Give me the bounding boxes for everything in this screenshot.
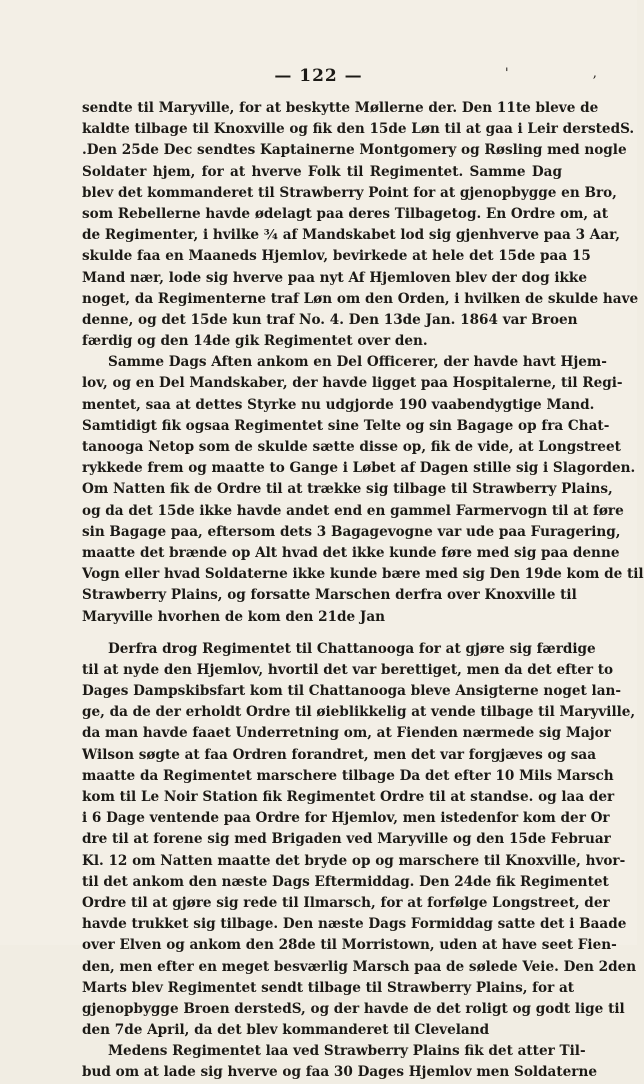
text-line: skulde faa en Maaneds Hjemlov, bevirkede at hele det 15de paa 15 (82, 248, 591, 265)
text-line: mentet, saa at dettes Styrke nu udgjorde 190 vaabendygtige Mand. (82, 396, 595, 413)
text-line: lov, og en Del Mandskaber, der havde ligget paa Hospitalerne, til Regi- (82, 375, 623, 392)
page-number: — 122 — (274, 66, 363, 86)
text-line: Samme Dags Aften ankom en Del Officerer, der havde havt Hjem- (108, 354, 607, 371)
text-line: Vogn eller hvad Soldaterne ikke kunde bære med sig Den 19de kom de til (82, 566, 644, 583)
body-text (82, 98, 644, 1084)
text-line: gjenopbygge Broen derstedS, og der havde de det roligt og godt lige til (82, 1000, 625, 1017)
text-line: Strawberry Plains, og forsatte Marschen derfra over Knoxville til (82, 587, 577, 604)
text-line: ge, da de der erholdt Ordre til øieblikkelig at vende tilbage til Maryville, (82, 704, 636, 721)
text-line: den, men efter en meget besværlig Marsch paa de sølede Veie. Den 2den (82, 958, 637, 975)
text-line: den 7de April, da det blev kommanderet til Cleveland (82, 1022, 490, 1039)
paragraph-4 (82, 1041, 597, 1083)
text-line: Derfra drog Regimentet til Chattanooga for at gjøre sig færdige (108, 640, 596, 657)
text-line: da man havde faaet Underretning om, at Fienden nærmede sig Major (82, 725, 611, 742)
text-line: denne, og det 15de kun traf No. 4. Den 13de Jan. 1864 var Broen (82, 311, 578, 328)
text-line: sendte til Maryville, for at beskytte Møllerne der. Den 11te bleve de (82, 100, 599, 116)
text-line: noget, da Regimenterne traf Løn om den Orden, i hvilken de skulde have (82, 290, 639, 307)
text-line: Wilson søgte at faa Ordren forandret, men det var forgjæves og saa (82, 746, 597, 763)
text-line: Ordre til at gjøre sig rede til Ilmarsch, for at forfølge Longstreet, der (82, 894, 610, 911)
text-line: kaldte tilbage til Knoxville og fik den 15de Løn til at gaa i Leir derstedS. (82, 121, 635, 138)
paragraph-gap (82, 628, 562, 639)
text-line: rykkede frem og maatte to Gange i Løbet af Dagen stille sig i Slagorden. (82, 460, 636, 477)
text-line: blev det kommanderet til Strawberry Point for at gjenopbygge en Bro, (82, 184, 617, 201)
text-line: Marts blev Regimentet sendt tilbage til Strawberry Plains, for at (82, 979, 575, 996)
page-stray-marks: ' , (505, 66, 637, 81)
text-line: Medens Regimentet laa ved Strawberry Plains fik det atter Til- (108, 1043, 586, 1060)
text-line: Mand nær, lode sig hverve paa nyt Af Hjemloven blev der dog ikke (82, 269, 587, 286)
text-line: og da det 15de ikke havde andet end en gammel Farmervogn til at føre (82, 502, 624, 519)
text-line: Kl. 12 om Natten maatte det bryde op og marschere til Knoxville, hvor- (82, 852, 626, 869)
text-line: til det ankom den næste Dags Eftermiddag. Den 24de fik Regimentet (82, 873, 609, 890)
text-line: Soldater hjem, for at hverve Folk til Regimentet. Samme Dag (82, 163, 562, 180)
text-line: færdig og den 14de gik Regimentet over den. (82, 333, 428, 350)
text-line: sin Bagage paa, eftersom dets 3 Bagagevogne var ude paa Furagering, (82, 523, 621, 540)
text-line: til at nyde den Hjemlov, hvortil det var berettiget, men da det efter to (82, 661, 614, 678)
text-line: tanooga Netop som de skulde sætte disse op, fik de vide, at Longstreet (82, 439, 621, 455)
text-line: kom til Le Noir Station fik Regimentet Ordre til at standse. og laa der (82, 789, 615, 805)
text-line: Dages Dampskibsfart kom til Chattanooga bleve Ansigterne noget lan- (82, 683, 622, 700)
text-line: .Den 25de Dec sendtes Kaptainerne Montgomery og Røsling med nogle (82, 142, 627, 159)
text-line: maatte det brænde op Alt hvad det ikke kunde føre med sig paa denne (82, 544, 620, 561)
text-line: Om Natten fik de Ordre til at trække sig tilbage til Strawberry Plains, (82, 481, 613, 498)
paragraph-2 (82, 352, 644, 627)
paragraph-1 (82, 98, 639, 352)
text-line: maatte da Regimentet marschere tilbage Da det efter 10 Mils Marsch (82, 767, 614, 784)
text-line: Samtidigt fik ogsaa Regimentet sine Telte og sin Bagage op fra Chat- (82, 417, 610, 434)
text-line: dre til at forene sig med Brigaden ved Maryville og den 15de Februar (82, 831, 611, 848)
text-line: bud om at lade sig hverve og faa 30 Dages Hjemlov men Soldaterne (82, 1064, 597, 1081)
text-line: Maryville hvorhen de kom den 21de Jan (82, 608, 386, 625)
text-line: de Regimenter, i hvilke ¾ af Mandskabet lod sig gjenhverve paa 3 Aar, (82, 227, 621, 244)
text-line: over Elven og ankom den 28de til Morristown, uden at have seet Fien- (82, 937, 617, 954)
paragraph-3 (82, 639, 637, 1042)
text-line: i 6 Dage ventende paa Ordre for Hjemlov, men istedenfor kom der Or (82, 810, 610, 827)
text-line: som Rebellerne havde ødelagt paa deres Tilbagetog. En Ordre om, at (82, 205, 608, 222)
text-line: havde trukket sig tilbage. Den næste Dags Formiddag satte det i Baade (82, 916, 627, 933)
